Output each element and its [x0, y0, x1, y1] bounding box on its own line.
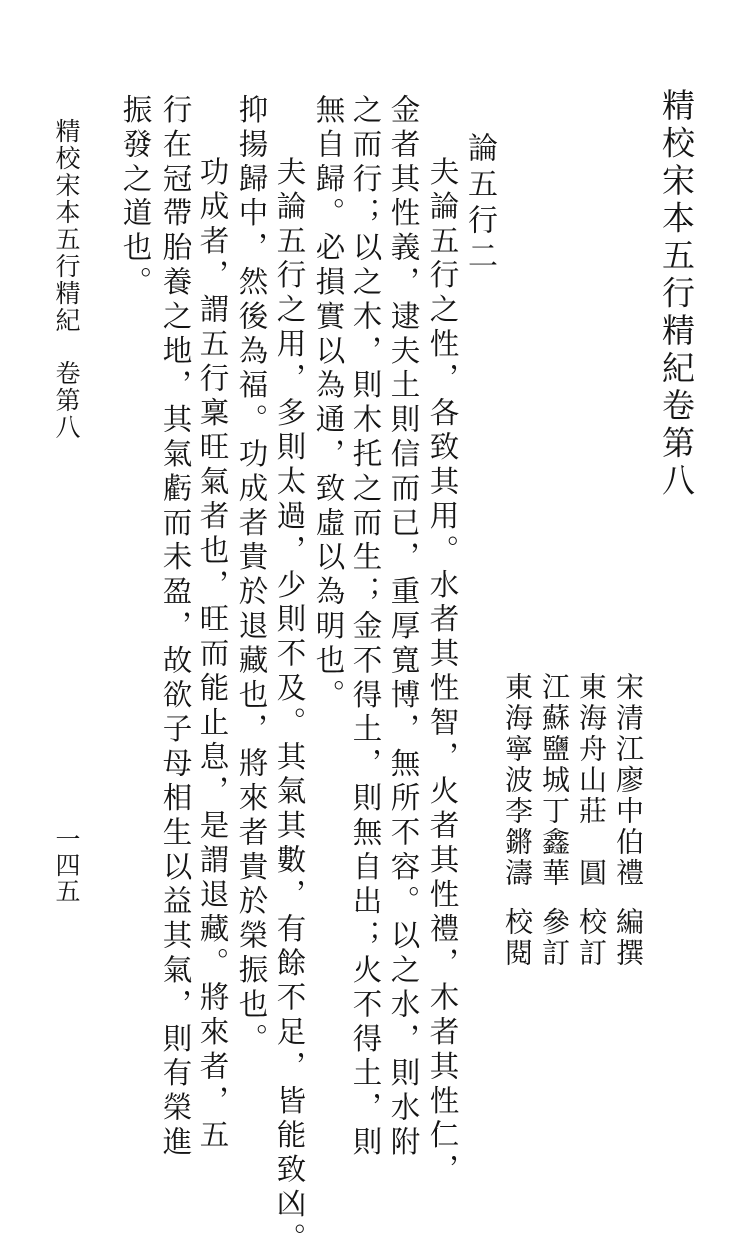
credit-names: 宋清江廖中伯禮 — [612, 672, 645, 889]
page-number: 一四五 — [52, 826, 81, 904]
credit-line-3 — [538, 672, 571, 969]
credit-role: 編撰 — [612, 907, 645, 969]
credit-names: 江蘇鹽城丁鑫華 — [538, 672, 571, 889]
credit-role: 校閱 — [501, 907, 534, 969]
credit-line-4 — [501, 672, 534, 969]
book-title: 精校宋本五行精紀卷第八 — [657, 88, 696, 501]
body-line-8: 行在冠帶胎養之地，其氣虧而未盈，故欲子母相生以益其氣，則有榮進 — [158, 94, 193, 1161]
credit-line-2 — [575, 672, 608, 969]
body-line-7: 功成者，謂五行稟旺氣者也，旺而能止息，是謂退藏。將來者，五 — [195, 156, 230, 1154]
credit-names: 東海舟山莊 圓 — [575, 672, 608, 889]
margin-volume: 卷第八 — [52, 360, 81, 441]
body-line-1: 夫論五行之性，各致其用。水者其性智，火者其性禮，木者其性仁， — [425, 156, 460, 1188]
credit-line-1 — [612, 672, 645, 969]
credit-role: 參訂 — [538, 907, 571, 969]
body-line-6: 抑揚歸中，然後為福。功成者貴於退藏也，將來者貴於榮振也。 — [234, 94, 269, 1058]
credit-names: 東海寧波李鏘濤 — [501, 672, 534, 889]
body-line-4: 無自歸。必損實以為通，致虛以為明也。 — [311, 94, 346, 714]
body-line-9: 振發之道也。 — [118, 94, 153, 301]
margin-title: 精校宋本五行精紀 — [52, 118, 81, 334]
credit-role: 校訂 — [575, 907, 608, 969]
body-line-2: 金者其性義，逮夫土則信而已，重厚寬博，無所不容。以之水，則水附 — [386, 94, 421, 1161]
section-heading: 論五行二 — [462, 132, 497, 276]
body-line-3: 之而行；以之木，則木托之而生；金不得土，則無自出；火不得土，則 — [348, 94, 383, 1161]
body-line-5: 夫論五行之用，多則太過，少則不及。其氣其數，有餘不足，皆能致凶。 — [272, 156, 307, 1257]
margin-label — [54, 118, 79, 441]
